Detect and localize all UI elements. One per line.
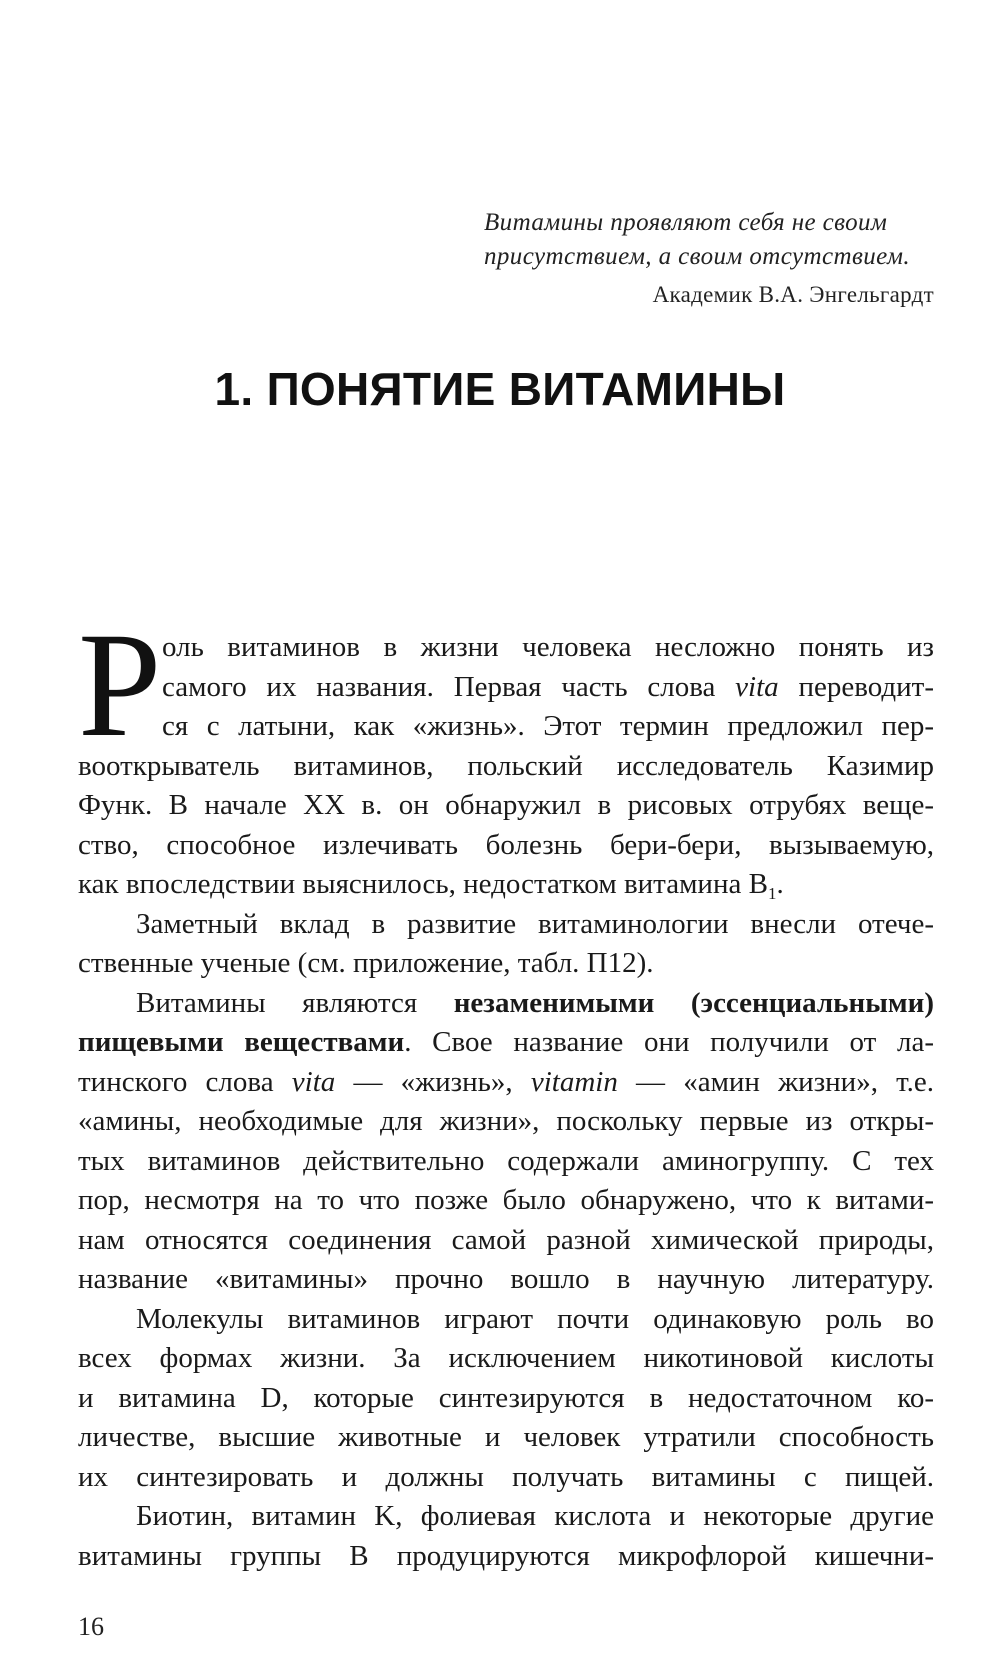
text-line: Функ. В начале XX в. он обнаружил в рисовых отрубях веще- (78, 789, 934, 821)
text-line: тых витаминов действительно содержали аминогруппу. С тех (78, 1144, 934, 1177)
text-line: Молекулы витаминов играют почти одинаковую роль во (136, 1302, 934, 1335)
text-line: пор, несмотря на то что позже было обнаружено, что к витами- (78, 1184, 934, 1216)
drop-cap: Р (78, 602, 162, 768)
text-line: ство, способное излечивать болезнь бери-бери, вызываемую, (78, 828, 934, 861)
text-run: переводит- (778, 670, 934, 703)
text-line (78, 1063, 934, 1103)
text-run: — «амин жизни», т.е. (617, 1065, 934, 1098)
text-run: самого их названия. Первая часть слова (162, 670, 736, 703)
text-line: ся с латыни, как «жизнь». Этот термин предложил пер- (162, 710, 934, 742)
text-line: Биотин, витамин K, фолиевая кислота и некоторые другие (136, 1500, 934, 1532)
epigraph-line: присутствием, а своим отсутствием. (484, 243, 910, 270)
text-run: — «жизнь», (335, 1065, 531, 1098)
text-run: Витамины являются (136, 986, 454, 1019)
text-line: нам относятся соединения самой разной химической природы, (78, 1223, 934, 1256)
text-line: оль витаминов в жизни человека несложно понять из (162, 631, 934, 663)
text-run: . (776, 868, 784, 900)
text-line: «амины, необходимые для жизни», поскольку первые из откры- (78, 1105, 934, 1137)
text-line: витамины группы B продуцируются микрофлорой кишечни- (78, 1539, 934, 1572)
epigraph-line: Витамины проявляют себя не своим (484, 209, 888, 236)
text-line (78, 668, 934, 708)
italic-term: vita (735, 670, 779, 703)
bold-term: незаменимыми (эссенциальными) (453, 986, 934, 1019)
text-line: вооткрыватель витаминов, польский исследователь Казимир (78, 749, 934, 782)
epigraph (484, 206, 944, 274)
text-line: название «витамины» прочно вошло в научную литературу. (78, 1263, 934, 1295)
chapter-title: 1. ПОНЯТИЕ ВИТАМИНЫ (214, 363, 786, 415)
text-line (78, 1023, 934, 1063)
text-line: личестве, высшие животные и человек утратили способность (78, 1421, 934, 1453)
text-line: их синтезировать и должны получать витамины с пищей. (78, 1460, 934, 1493)
body-text (78, 628, 934, 1576)
text-run: как впоследствии выяснилось, недостатком витамина B (78, 868, 768, 900)
text-line: и витамина D, которые синтезируются в недостаточном ко- (78, 1381, 934, 1414)
text-line (78, 865, 934, 905)
text-line: Заметный вклад в развитие витаминологии внесли отече- (136, 907, 934, 940)
text-run: тинского слова (78, 1065, 292, 1098)
italic-term: vita (291, 1065, 336, 1098)
bold-term: пищевыми веществами (78, 1026, 405, 1058)
page-number: 16 (78, 1612, 104, 1641)
epigraph-author: Академик В.А. Энгельгардт (652, 282, 934, 307)
italic-term: vitamin (530, 1065, 618, 1098)
subscript: 1 (767, 884, 777, 903)
text-line (78, 984, 934, 1024)
text-line: ственные ученые (см. приложение, табл. П12). (78, 947, 654, 979)
text-run: . Свое название они получили от ла- (404, 1026, 934, 1058)
text-line: всех формах жизни. За исключением никотиновой кислоты (78, 1342, 934, 1374)
